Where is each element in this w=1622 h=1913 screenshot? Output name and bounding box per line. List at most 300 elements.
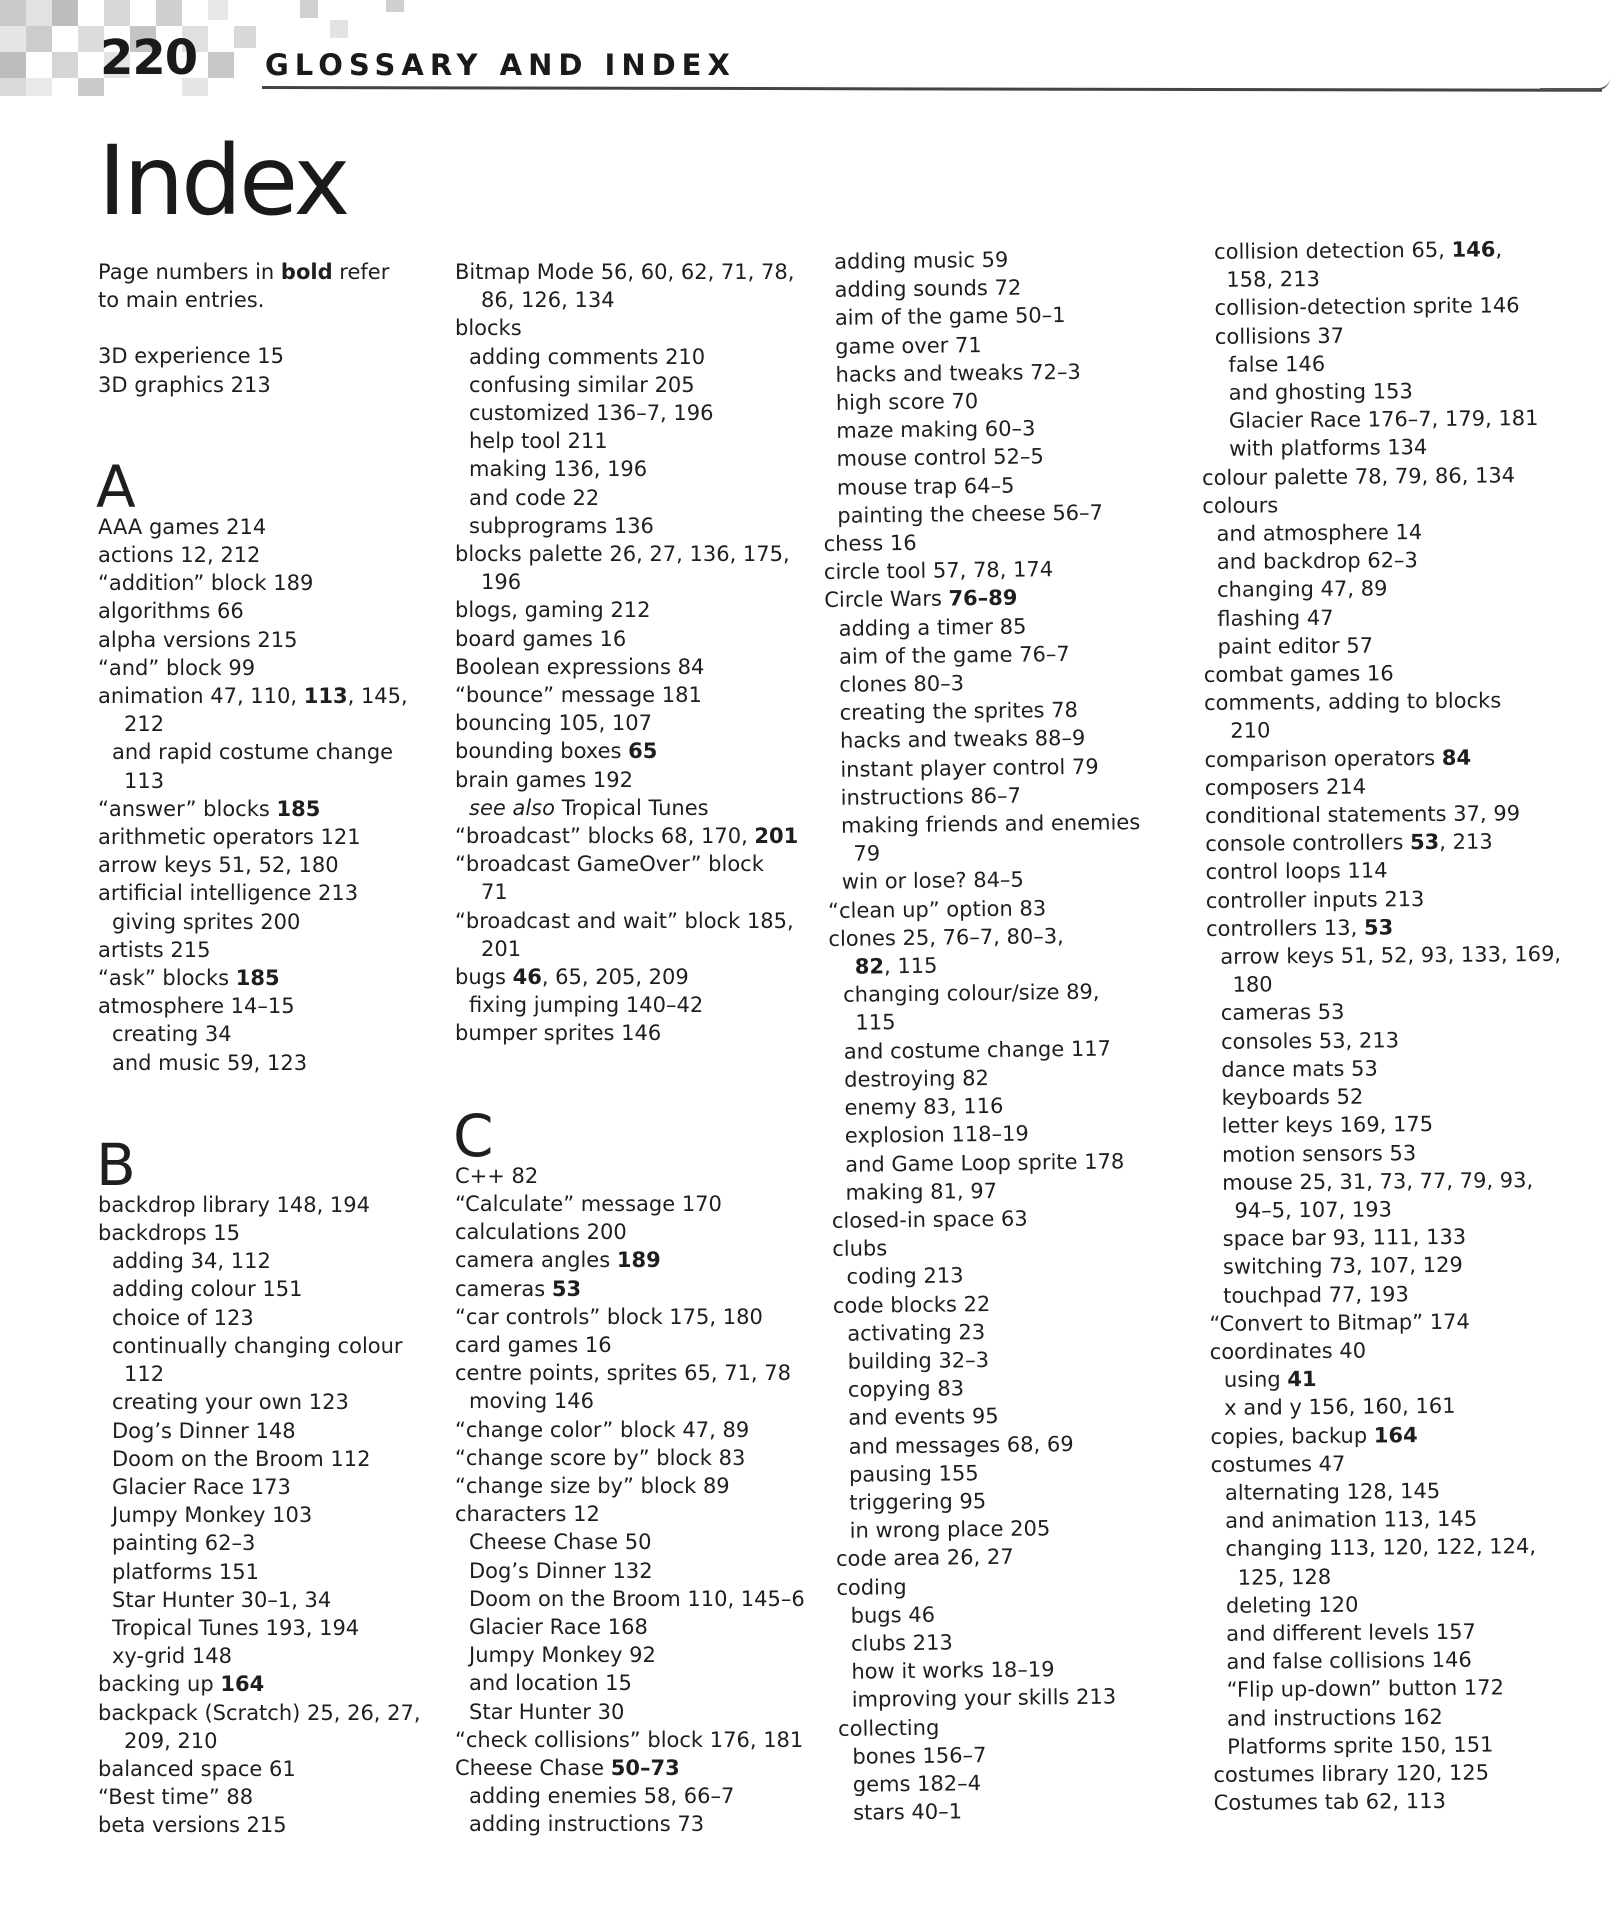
index-entry (455, 1246, 810, 1274)
entry-text: subprograms 136 (469, 513, 654, 538)
index-subentry (1209, 1278, 1564, 1309)
entry-text: 125, 128 (1237, 1564, 1332, 1590)
entry-text: clubs (832, 1236, 888, 1262)
pixel-square (234, 26, 256, 48)
index-entry (98, 936, 453, 964)
index-subentry (1203, 630, 1558, 661)
index-entry-continuation (455, 878, 810, 906)
entry-text: maze making 60–3 (836, 416, 1036, 444)
index-subentry (98, 1614, 453, 1642)
entry-text: “change score by” block 83 (455, 1445, 746, 1470)
entry-text: “check collisions” block 176, 181 (455, 1727, 804, 1752)
index-entry (98, 795, 453, 823)
index-entry (455, 963, 810, 991)
index-subentry (837, 1654, 1192, 1687)
index-entry (1206, 912, 1561, 943)
index-entry (455, 1416, 810, 1444)
entry-text: mouse trap 64–5 (836, 473, 1015, 500)
index-entry (98, 1755, 453, 1783)
index-subentry (98, 738, 453, 766)
index-entry-continuation (98, 1727, 453, 1755)
entry-text: stars 40–1 (852, 1799, 963, 1825)
entry-text: arithmetic operators 121 (98, 825, 361, 850)
index-subentry (455, 991, 810, 1019)
index-entry (455, 850, 810, 878)
index-subentry (455, 1613, 810, 1641)
index-entry (455, 737, 810, 765)
entry-text: Platforms sprite 150, 151 (1227, 1732, 1494, 1759)
index-subentry (1209, 1250, 1564, 1281)
index-entry (1204, 743, 1559, 774)
spacer (455, 1048, 810, 1076)
index-subentry (455, 1810, 810, 1838)
index-entry (824, 554, 1179, 587)
index-subentry (98, 1501, 453, 1529)
index-entry (98, 1191, 453, 1219)
entry-text: activating 23 (847, 1319, 986, 1346)
index-subentry (98, 1388, 453, 1416)
index-entry (1202, 489, 1557, 520)
entry-text: “car controls” block 175, 180 (455, 1304, 763, 1329)
entry-text: artificial intelligence 213 (98, 881, 359, 906)
index-subentry (831, 1118, 1186, 1151)
entry-text: and animation 113, 145 (1225, 1506, 1478, 1533)
entry-text: Doom on the Broom 110, 145–6 (469, 1586, 805, 1611)
index-entry-continuation (829, 949, 1184, 982)
index-entry-continuation (98, 767, 453, 795)
entry-text: 71 (481, 880, 508, 905)
index-subentry (831, 1174, 1186, 1207)
main-page-ref: 84 (1441, 745, 1472, 770)
index-subentry (1202, 517, 1557, 548)
index-entry-continuation (98, 710, 453, 738)
entry-text: with platforms 134 (1215, 435, 1428, 462)
pixel-square (104, 0, 130, 26)
entry-text: bugs 46 (850, 1602, 936, 1628)
index-subentry (98, 1642, 453, 1670)
index-subentry (839, 1767, 1194, 1800)
entry-text: keyboards 52 (1221, 1084, 1364, 1110)
entry-text: “Convert to Bitmap” 174 (1209, 1309, 1470, 1336)
index-subentry (838, 1738, 1193, 1771)
entry-text: arrow keys 51, 52, 93, 133, 169, (1220, 941, 1562, 969)
entry-text: cameras (455, 1276, 552, 1301)
entry-text: circle tool 57, 78, 174 (823, 557, 1054, 585)
index-entry (832, 1202, 1187, 1235)
index-subentry (455, 343, 810, 371)
index-entry (455, 1331, 810, 1359)
entry-text: clones 25, 76–7, 80–3, (828, 923, 1064, 951)
index-entry (455, 1218, 810, 1246)
index-subentry (833, 1315, 1188, 1348)
entry-text: collecting (837, 1715, 940, 1741)
entry-text: AAA games 214 (98, 514, 267, 539)
pixel-square (0, 52, 26, 78)
index-subentry (455, 1698, 810, 1726)
section-title: GLOSSARY AND INDEX (265, 48, 736, 82)
index-subentry (455, 1669, 810, 1697)
entry-text: Glacier Race 176–7, 179, 181 (1215, 406, 1539, 434)
entry-text: and different levels 157 (1226, 1619, 1476, 1646)
index-subentry (827, 808, 1182, 841)
entry-text: Dog’s Dinner 148 (112, 1418, 296, 1443)
index-subentry (1203, 573, 1558, 604)
entry-text: code area 26, 27 (835, 1545, 1014, 1572)
entry-text: building 32–3 (847, 1347, 990, 1374)
entry-text: , (1495, 237, 1503, 262)
index-subentry (833, 1344, 1188, 1377)
entry-text: moving 146 (469, 1389, 594, 1414)
entry-text: in wrong place 205 (849, 1516, 1051, 1543)
index-subentry (1201, 404, 1556, 435)
index-entry-continuation (1204, 714, 1559, 745)
entry-text: customized 136–7, 196 (469, 401, 714, 426)
index-entry (98, 992, 453, 1020)
index-subentry (1203, 602, 1558, 633)
entry-text: and location 15 (469, 1671, 632, 1696)
entry-text: 112 (124, 1362, 165, 1387)
entry-text: calculations 200 (455, 1220, 627, 1245)
index-entry (833, 1287, 1188, 1320)
entry-text: and backdrop 62–3 (1216, 548, 1418, 575)
entry-text: deleting 120 (1225, 1592, 1359, 1618)
index-subentry (837, 1597, 1192, 1630)
entry-text: choice of 123 (112, 1305, 254, 1330)
pixel-square (26, 78, 52, 96)
entry-text: paint editor 57 (1217, 633, 1374, 659)
index-subentry (455, 427, 810, 455)
entry-text: Glacier Race 173 (112, 1474, 291, 1499)
entry-text: algorithms 66 (98, 599, 244, 624)
page-title: Index (98, 125, 348, 237)
page-number: 220 (100, 30, 198, 86)
entry-text: Tropical Tunes (554, 795, 709, 820)
index-entry (455, 1726, 810, 1754)
pixel-square (0, 78, 26, 96)
entry-text: and music 59, 123 (112, 1050, 308, 1075)
note-text: Page numbers in (98, 260, 281, 284)
index-entry (455, 1500, 810, 1528)
index-subentry (825, 638, 1180, 671)
entry-text: 180 (1232, 972, 1273, 998)
entry-text: “change color” block 47, 89 (455, 1417, 750, 1442)
index-entry (98, 682, 453, 710)
main-page-ref: 189 (616, 1248, 661, 1273)
index-subentry (98, 1247, 453, 1275)
pixel-square (52, 0, 78, 26)
entry-text: Dog’s Dinner 132 (469, 1558, 653, 1583)
entry-text: continually changing colour (112, 1333, 403, 1358)
index-subentry (1207, 1081, 1562, 1112)
entry-text: balanced space 61 (98, 1756, 296, 1781)
entry-text: painting 62–3 (112, 1531, 256, 1556)
index-entry (836, 1541, 1191, 1574)
index-subentry (1213, 1701, 1568, 1732)
index-subentry (837, 1626, 1192, 1659)
index-subentry (1201, 376, 1556, 407)
pixel-square (156, 0, 182, 26)
entry-text: backing up (98, 1672, 221, 1697)
entry-text: colour palette 78, 79, 86, 134 (1201, 462, 1516, 490)
entry-text: Tropical Tunes 193, 194 (112, 1615, 360, 1640)
index-subentry (835, 1485, 1190, 1518)
index-entry (455, 1444, 810, 1472)
index-subentry (824, 610, 1179, 643)
index-entry (832, 1231, 1187, 1264)
entry-text: giving sprites 200 (112, 909, 301, 934)
entry-text: “Best time” 88 (98, 1785, 254, 1810)
entry-text: “clean up” option 83 (827, 895, 1047, 923)
index-entry (1206, 884, 1561, 915)
entry-text: clones 80–3 (839, 671, 965, 697)
entry-text: 209, 210 (124, 1728, 218, 1753)
index-entry (98, 851, 453, 879)
entry-text: making friends and enemies (840, 810, 1141, 838)
entry-text: instant player control 79 (840, 754, 1099, 782)
index-entry (455, 596, 810, 624)
index-entry-continuation (1200, 263, 1555, 294)
main-page-ref: 53 (1409, 830, 1440, 855)
index-subentry (826, 695, 1181, 728)
entry-text: touchpad 77, 193 (1223, 1281, 1409, 1308)
entry-text: 196 (481, 570, 522, 595)
entry-text: Jumpy Monkey 92 (469, 1643, 656, 1668)
entry-text: and rapid costume change (112, 740, 394, 765)
entry-text: and messages 68, 69 (848, 1431, 1074, 1459)
index-entry (1204, 658, 1559, 689)
entry-text: adding music 59 (834, 247, 1009, 274)
index-subentry (455, 1557, 810, 1585)
index-subentry (1213, 1730, 1568, 1761)
index-column-3 (820, 244, 1194, 1828)
index-entry-continuation (455, 935, 810, 963)
entry-text: backpack (Scratch) 25, 26, 27, (98, 1700, 421, 1725)
index-column-2 (455, 258, 810, 1839)
entry-text: comparison operators (1204, 745, 1442, 772)
entry-text: gems 182–4 (852, 1771, 982, 1797)
index-subentry (1207, 1053, 1562, 1084)
index-subentry (455, 399, 810, 427)
index-subentry (1208, 1109, 1563, 1140)
index-entry-continuation (1208, 1194, 1563, 1225)
entry-text: help tool 211 (469, 429, 608, 454)
entry-text: space bar 93, 111, 133 (1222, 1224, 1467, 1251)
entry-text: coordinates 40 (1209, 1338, 1367, 1364)
index-entry (98, 569, 453, 597)
index-entry (455, 1019, 810, 1047)
index-entry (455, 314, 810, 342)
entry-text: copying 83 (847, 1376, 965, 1402)
entry-text: beta versions 215 (98, 1813, 287, 1838)
index-entry (98, 1699, 453, 1727)
index-subentry (839, 1795, 1194, 1828)
entry-text: “bounce” message 181 (455, 683, 702, 708)
entry-text: , 65, 205, 209 (541, 965, 689, 990)
entry-text: “broadcast GameOver” block (455, 852, 764, 877)
entry-text: clubs 213 (850, 1630, 953, 1656)
index-entry-continuation (455, 286, 810, 314)
index-subentry (822, 413, 1177, 446)
entry-text: bouncing 105, 107 (455, 711, 653, 736)
index-subentry (455, 512, 810, 540)
entry-text: painting the cheese 56–7 (837, 500, 1104, 528)
page-header (0, 0, 1622, 110)
index-entry (455, 1303, 810, 1331)
main-page-ref: 46 (512, 965, 542, 990)
entry-text: Star Hunter 30 (469, 1699, 625, 1724)
index-subentry (98, 1049, 453, 1077)
entry-text: triggering 95 (849, 1489, 987, 1515)
index-entry (455, 258, 810, 286)
entry-text: “addition” block 189 (98, 571, 314, 596)
entry-text: combat games 16 (1203, 661, 1394, 688)
index-subentry (826, 751, 1181, 784)
entry-text: changing 47, 89 (1216, 576, 1388, 603)
entry-text: 94–5, 107, 193 (1234, 1197, 1393, 1223)
index-entry (455, 907, 810, 935)
index-entry (98, 654, 453, 682)
index-entry (455, 766, 810, 794)
index-subentry (1212, 1589, 1567, 1620)
index-subentry (455, 484, 810, 512)
index-subentry (823, 497, 1178, 530)
index-subentry (455, 1528, 810, 1556)
entry-text: artists 215 (98, 937, 211, 962)
index-subentry (1202, 432, 1557, 463)
entry-text: Costumes tab 62, 113 (1213, 1789, 1447, 1816)
index-entry-continuation (829, 1005, 1184, 1038)
index-subentry (455, 455, 810, 483)
pixel-square (300, 0, 318, 18)
index-subentry (1211, 1532, 1566, 1563)
pixel-square (208, 0, 228, 20)
index-entry (828, 892, 1183, 925)
index-entry (455, 1162, 810, 1190)
index-subentry (98, 1529, 453, 1557)
entry-text: instructions 86–7 (840, 783, 1022, 810)
entry-text: “ask” blocks (98, 966, 236, 991)
entry-text: high score 70 (835, 389, 979, 415)
index-entry (1210, 1335, 1565, 1366)
entry-text: closed-in space 63 (831, 1206, 1028, 1233)
entry-text: 3D experience 15 (98, 344, 284, 369)
entry-text: adding instructions 73 (469, 1812, 705, 1837)
index-entry (455, 1754, 810, 1782)
index-subentry (822, 385, 1177, 418)
entry-text: enemy 83, 116 (844, 1093, 1004, 1120)
index-subentry (1212, 1617, 1567, 1648)
entry-text: conditional statements 37, 99 (1204, 801, 1521, 829)
entry-text: blogs, gaming 212 (455, 598, 651, 623)
index-subentry (826, 723, 1181, 756)
index-entry (98, 964, 453, 992)
index-entry-continuation (98, 1360, 453, 1388)
index-subentry (455, 1585, 810, 1613)
index-subentry (98, 1275, 453, 1303)
entry-text: changing colour/size 89, (842, 979, 1100, 1008)
index-entry (828, 920, 1183, 953)
main-page-ref: 146 (1451, 237, 1496, 262)
entry-text: 201 (481, 936, 522, 961)
entry-text: 3D graphics 213 (98, 372, 271, 397)
entry-text: 113 (124, 768, 165, 793)
index-entry (455, 625, 810, 653)
index-entry (98, 1219, 453, 1247)
index-subentry (1210, 1391, 1565, 1422)
index-subentry (835, 1456, 1190, 1489)
spacer (98, 1077, 453, 1105)
entry-text: adding a timer 85 (838, 614, 1027, 641)
entry-text: copies, backup (1210, 1423, 1374, 1449)
entry-text: changing 113, 120, 122, 124, (1225, 1534, 1537, 1562)
index-subentry (820, 244, 1175, 277)
entry-text: game over 71 (835, 332, 982, 359)
index-entry-continuation (455, 568, 810, 596)
entry-text: how it works 18–19 (851, 1657, 1055, 1684)
entry-text: switching 73, 107, 129 (1222, 1253, 1463, 1280)
entry-text: 79 (853, 841, 881, 866)
index-entry (1205, 799, 1560, 830)
entry-text: aim of the game 76–7 (838, 641, 1070, 669)
index-subentry (1207, 996, 1562, 1027)
main-page-ref: 41 (1287, 1367, 1317, 1392)
entry-text: alternating 128, 145 (1224, 1478, 1441, 1505)
entry-text: costumes library 120, 125 (1213, 1760, 1490, 1787)
index-entry (838, 1710, 1193, 1743)
index-entry (1209, 1307, 1564, 1338)
index-entry (98, 371, 453, 399)
entry-text: 158, 213 (1226, 267, 1320, 292)
entry-text: adding colour 151 (112, 1277, 303, 1302)
main-page-ref: 185 (276, 796, 321, 821)
index-subentry (820, 272, 1175, 305)
entry-text: adding 34, 112 (112, 1249, 271, 1274)
index-entry (1213, 1758, 1568, 1789)
entry-text: and atmosphere 14 (1216, 520, 1423, 546)
entry-text: composers 214 (1204, 774, 1367, 800)
index-entry (455, 681, 810, 709)
entry-text: adding enemies 58, 66–7 (469, 1784, 735, 1809)
main-page-ref: 201 (754, 824, 799, 849)
header-rule (262, 86, 1602, 92)
entry-text: making 81, 97 (845, 1178, 998, 1205)
index-entry (98, 541, 453, 569)
index-subentry (836, 1513, 1191, 1546)
entry-text: and instructions 162 (1226, 1704, 1443, 1731)
index-subentry (455, 1387, 810, 1415)
entry-text: and false collisions 146 (1226, 1647, 1472, 1674)
entry-text: and events 95 (848, 1404, 999, 1431)
entry-text: actions 12, 212 (98, 543, 261, 568)
index-entry (1214, 1786, 1569, 1817)
pixel-square (0, 0, 26, 26)
entry-text: , 115 (883, 953, 938, 979)
entry-text: atmosphere 14–15 (98, 994, 295, 1019)
main-page-ref: 185 (235, 966, 280, 991)
entry-text: aim of the game 50–1 (834, 303, 1066, 331)
index-subentry (1208, 1137, 1563, 1168)
entry-text: platforms 151 (112, 1559, 259, 1584)
index-subentry (98, 1473, 453, 1501)
index-subentry (821, 356, 1176, 389)
index-subentry (98, 1304, 453, 1332)
entry-text: improving your skills 213 (851, 1684, 1117, 1713)
entry-text: board games 16 (455, 626, 627, 651)
entry-text: bounding boxes (455, 739, 629, 764)
index-subentry (823, 469, 1178, 502)
entry-text: costumes 47 (1210, 1451, 1346, 1477)
index-subentry (455, 1641, 810, 1669)
